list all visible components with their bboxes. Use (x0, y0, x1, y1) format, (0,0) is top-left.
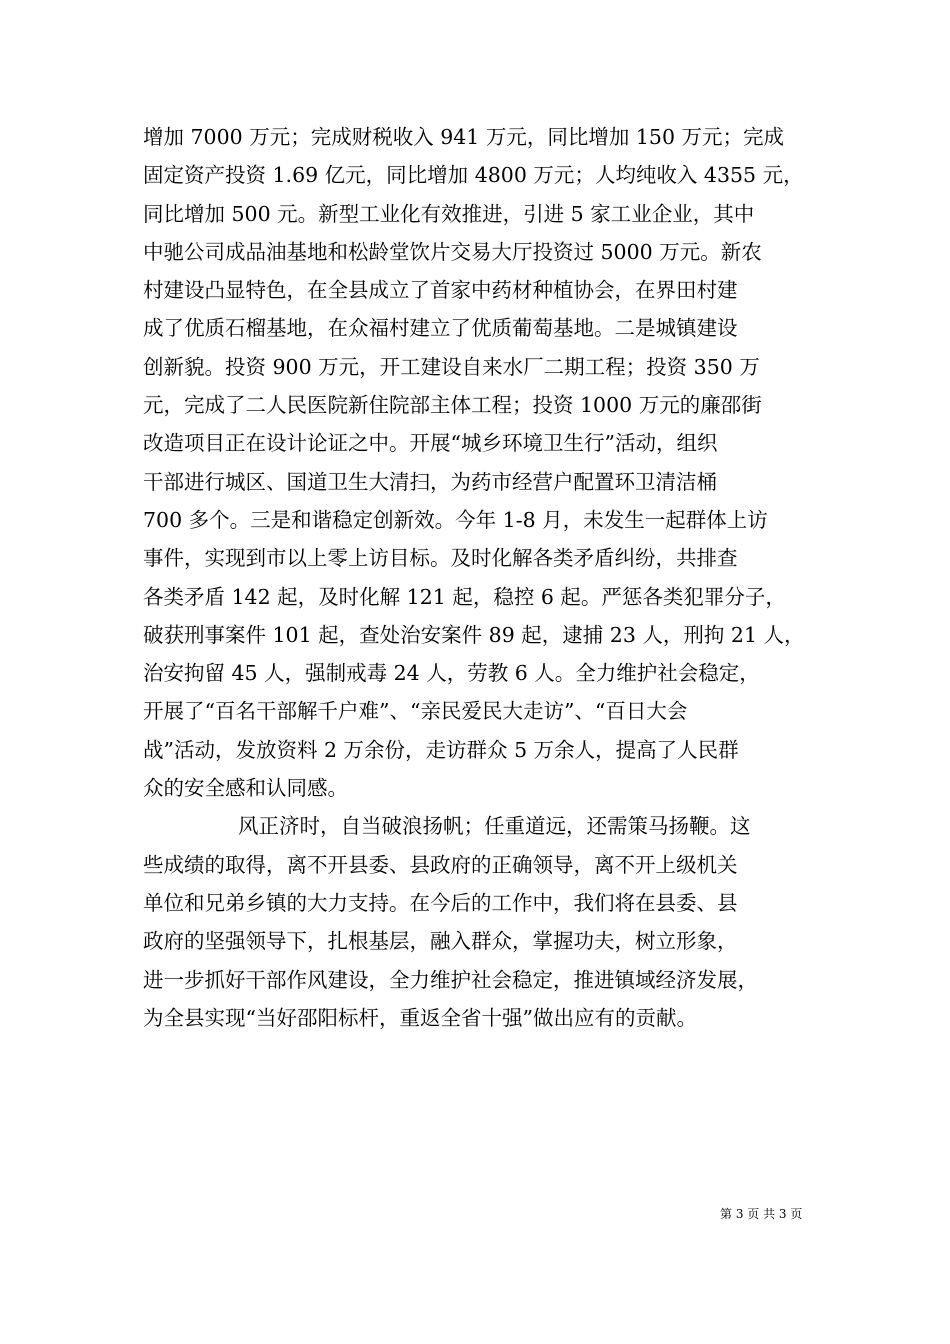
text-line: 战”活动，发放资料 2 万余份，走访群众 5 万余人，提高了人民群 (143, 737, 739, 762)
text-line: 众的安全感和认同感。 (143, 776, 348, 801)
text-line: 开展了“百名干部解千户难”、“亲民爱民大走访”、“百日大会 (143, 699, 688, 724)
text-line: 政府的坚强领导下，扎根基层，融入群众，掌握功夫，树立形象， (143, 929, 738, 954)
text-line: 村建设凸显特色，在全县成立了首家中药材种植协会，在界田村建 (143, 278, 738, 303)
text-line: 些成绩的取得，离不开县委、县政府的正确领导，离不开上级机关 (143, 852, 738, 877)
text-line: 进一步抓好干部作风建设，全力维护社会稳定，推进镇域经济发展， (143, 967, 758, 992)
text-line: 改造项目正在设计论证之中。开展“城乡环境卫生行”活动，组织 (143, 431, 718, 456)
text-line: 创新貌。投资 900 万元，开工建设自来水厂二期工程；投资 350 万 (143, 354, 760, 379)
text-line: 单位和兄弟乡镇的大力支持。在今后的工作中，我们将在县委、县 (143, 890, 738, 915)
text-line: 事件，实现到市以上零上访目标。及时化解各类矛盾纠纷，共排查 (143, 546, 738, 571)
text-line: 成了优质石榴基地，在众福村建立了优质葡萄基地。二是城镇建设 (143, 316, 738, 341)
text-line: 各类矛盾 142 起，及时化解 121 起，稳控 6 起。严惩各类犯罪分子， (143, 584, 786, 609)
text-line: 风正济时，自当破浪扬帆；任重道远，还需策马扬鞭。这 (238, 814, 751, 839)
text-line: 增加 7000 万元；完成财税收入 941 万元，同比增加 150 万元；完成 (143, 125, 785, 149)
text-line: 治安拘留 45 人，强制戒毒 24 人，劳教 6 人。全力维护社会稳定， (143, 661, 760, 686)
text-line: 固定资产投资 1.69 亿元，同比增加 4800 万元；人均纯收入 4355 元， (143, 163, 804, 188)
text-line: 元，完成了二人民医院新住院部主体工程；投资 1000 万元的廉邵街 (143, 393, 762, 418)
text-line: 破获刑事案件 101 起，查处治安案件 89 起，逮捕 23 人，刑拘 21 人， (143, 622, 805, 647)
paragraph-1 (143, 118, 823, 807)
text-line: 为全县实现“当好邵阳标杆，重返全省十强”做出应有的贡献。 (143, 1005, 697, 1030)
text-line: 同比增加 500 元。新型工业化有效推进，引进 5 家工业企业，其中 (143, 201, 755, 226)
page-number: 第 3 页 共 3 页 (720, 1207, 803, 1221)
text-line: 700 多个。三是和谐稳定创新效。今年 1-8 月，未发生一起群体上访 (143, 507, 768, 532)
paragraph-2 (143, 807, 823, 1037)
text-line: 干部进行城区、国道卫生大清扫，为药市经营户配置环卫清洁桶 (143, 469, 717, 494)
text-line: 中驰公司成品油基地和松龄堂饮片交易大厅投资过 5000 万元。新农 (143, 239, 762, 264)
document-body (143, 118, 823, 1037)
